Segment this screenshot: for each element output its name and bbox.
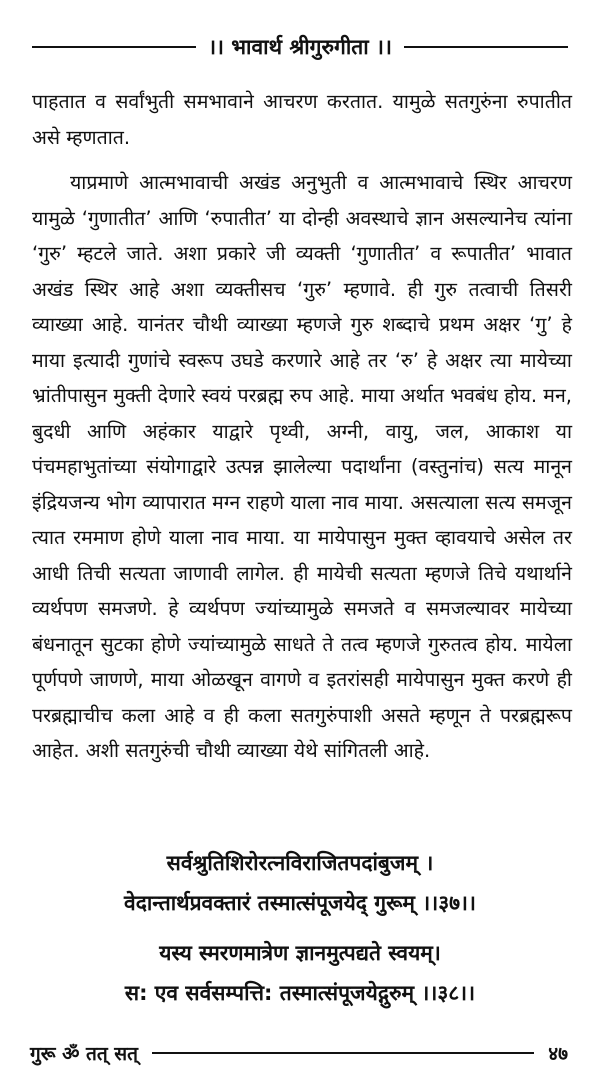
paragraph-main: याप्रमाणे आत्मभावाची अखंड अनुभुती व आत्मभावाचे स्थिर आचरण यामुळे ‘गुणातीत’ आणि ‘रुपातीत’ या दोन्ही अवस्थाचे ज्ञान असल्यानेच त्यांना ‘गुरु’ म्हटले जाते. अशा प्रकारे जी व्यक्ती ‘गुणातीत’ व रूपातीत’ भावात अखंड स्थिर आहे अशा व्यक्तीसच ‘गुरु’ म्हणावे. ही गुरु तत्वाची तिसरी व्याख्या आहे. यानंतर चौथी व्याख्या म्हणजे गुरु शब्दाचे प्रथम अक्षर ‘गु’ हे माया इत्यादी गुणांचे स्वरूप उघडे करणारे आहे तर ‘रु’ हे अक्षर त्या मायेच्या भ्रांतीपासुन मुक्ती देणारे स्वयं परब्रह्म रुप आहे. माया अर्थात भवबंध होय. मन, बुदधी आणि अहंकार याद्वारे पृथ्वी, अग्नी, वायु, जल, आकाश या पंचमहाभुतांच्या संयोगाद्वारे उत्पन्न झालेल्या पदार्थांना (वस्तुनांच) सत्य मानून इंद्रियजन्य भोग व्यापारात मग्न राहणे याला नाव माया. असत्याला सत्य समजून त्यात रममाण होणे याला नाव माया. या मायेपासुन मुक्त व्हावयाचे असेल तर आधी तिची सत्यता जाणावी लागेल. ही मायेची सत्यता म्हणजे तिचे यथार्थाने व्यर्थपण समजणे. हे व्यर्थपण ज्यांच्यामुळे समजते व समजल्यावर मायेच्या बंधनातून सुटका होणे ज्यांच्यामुळे साधते ते तत्व म्हणजे गुरुतत्व होय. मायेला पूर्णपणे जाणणे, माया ओळखून वागणे व इतरांसही मायेपासुन मुक्त करणे ही परब्रह्माचीच कला आहे व ही कला सतगुरुंपाशी असते म्हणून ते परब्रह्मरूप आहेत. अशी सतगुरुंची चौथी व्याख्या येथे सांगितली आहे. [32,171,572,762]
verse-38-line-2: स: एव सर्वसम्पत्ति: तस्मात्संपूजयेद्गुरुम् ।।३८।। [124,981,476,1005]
page-number: ४७ [548,1043,568,1065]
page-body [32,84,572,769]
verse-37-line-1: सर्वश्रुतिशिरोरत्नविराजितपदांबुजम् । [166,851,434,875]
paragraph-continued: पाहतात व सर्वांभुती समभावाने आचरण करतात. यामुळे सतगुरुंना रुपातीत असे म्हणतात. [32,90,572,149]
footer-motto: गुरू ॐ तत् सत् [30,1043,138,1065]
header-rule-left [32,46,196,48]
verse-38-line-1: यस्य स्मरणमात्रेण ज्ञानमुत्पद्यते स्वयम्। [159,941,441,965]
page-header [32,30,568,64]
running-title: ।। भावार्थ श्रीगुरुगीता ।। [208,35,392,59]
verse-37-line-2: वेदान्तार्थप्रवक्तारं तस्मात्संपूजयेद् गुरूम् ।।३७।। [124,891,476,915]
footer-rule [152,1052,534,1054]
page-footer [30,1038,568,1068]
shloka-block [0,843,600,1013]
header-rule-right [404,46,568,48]
